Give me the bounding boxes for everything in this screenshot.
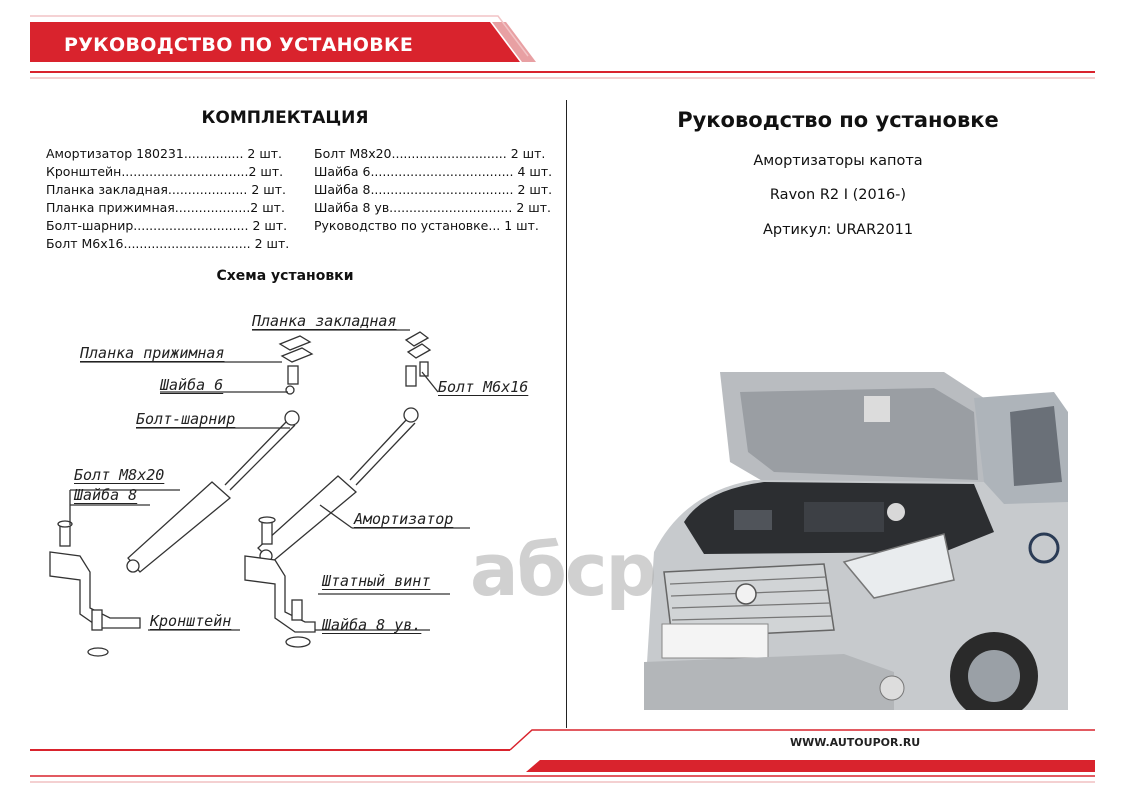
label-amortizator: Амортизатор — [354, 510, 454, 528]
label-kronshtein: Кронштейн — [150, 612, 232, 630]
label-bolt-sharnir: Болт-шарнир — [136, 410, 236, 428]
watermark: aбcp — [470, 528, 656, 612]
kit-item: Планка закладная.................... 2 шт. — [46, 182, 286, 197]
label-planka-prizhimnaya: Планка прижимная — [80, 344, 225, 362]
footer-graphic — [0, 720, 1132, 800]
article-number: Артикул: URAR2011 — [762, 222, 914, 238]
scheme-title: Схема установки — [216, 268, 354, 284]
header-banner — [0, 0, 1132, 90]
label-bolt-m8: Болт М8х20 — [74, 466, 165, 484]
label-bolt-m6: Болт М6х16 — [438, 378, 529, 396]
car-model: Ravon R2 I (2016-) — [769, 187, 907, 203]
label-shayba-8: Шайба 8 — [74, 486, 138, 504]
kit-item: Шайба 6.................................... 4 шт. — [314, 164, 553, 179]
kit-item: Шайба 8 ув............................... 2 шт. — [314, 200, 551, 215]
car-illustration — [644, 372, 1068, 710]
label-shtatny-vint: Штатный винт — [322, 572, 431, 590]
kit-item: Болт М8х20............................. 2 шт. — [314, 146, 546, 161]
kit-item: Амортизатор 180231............... 2 шт. — [46, 146, 283, 161]
kit-item: Шайба 8.................................... 2 шт. — [314, 182, 553, 197]
guide-title: Руководство по установке — [677, 108, 999, 132]
kit-item: Болт М6х16................................ 2 шт. — [46, 236, 290, 251]
label-shayba-6: Шайба 6 — [160, 376, 224, 394]
footer-banner — [0, 720, 1132, 800]
website-url: WWW.AUTOUPOR.RU — [790, 736, 921, 749]
label-shayba-8-uv: Шайба 8 ув. — [322, 616, 422, 634]
car-photo — [644, 372, 1068, 710]
label-planka-zakladnaya: Планка закладная — [252, 312, 397, 330]
installation-diagram — [40, 300, 560, 670]
product-name: Амортизаторы капота — [753, 153, 923, 169]
kit-item: Руководство по установке... 1 шт. — [314, 218, 539, 233]
kit-item: Кронштейн................................2 шт. — [46, 164, 284, 179]
kit-item: Планка прижимная...................2 шт. — [46, 200, 285, 215]
header-title: РУКОВОДСТВО ПО УСТАНОВКЕ — [64, 34, 414, 56]
column-divider — [566, 100, 567, 728]
kit-item: Болт-шарнир............................. 2 шт. — [46, 218, 288, 233]
kit-title: КОМПЛЕКТАЦИЯ — [201, 108, 369, 128]
kit-list-left — [46, 145, 289, 253]
kit-list-right — [314, 145, 552, 235]
